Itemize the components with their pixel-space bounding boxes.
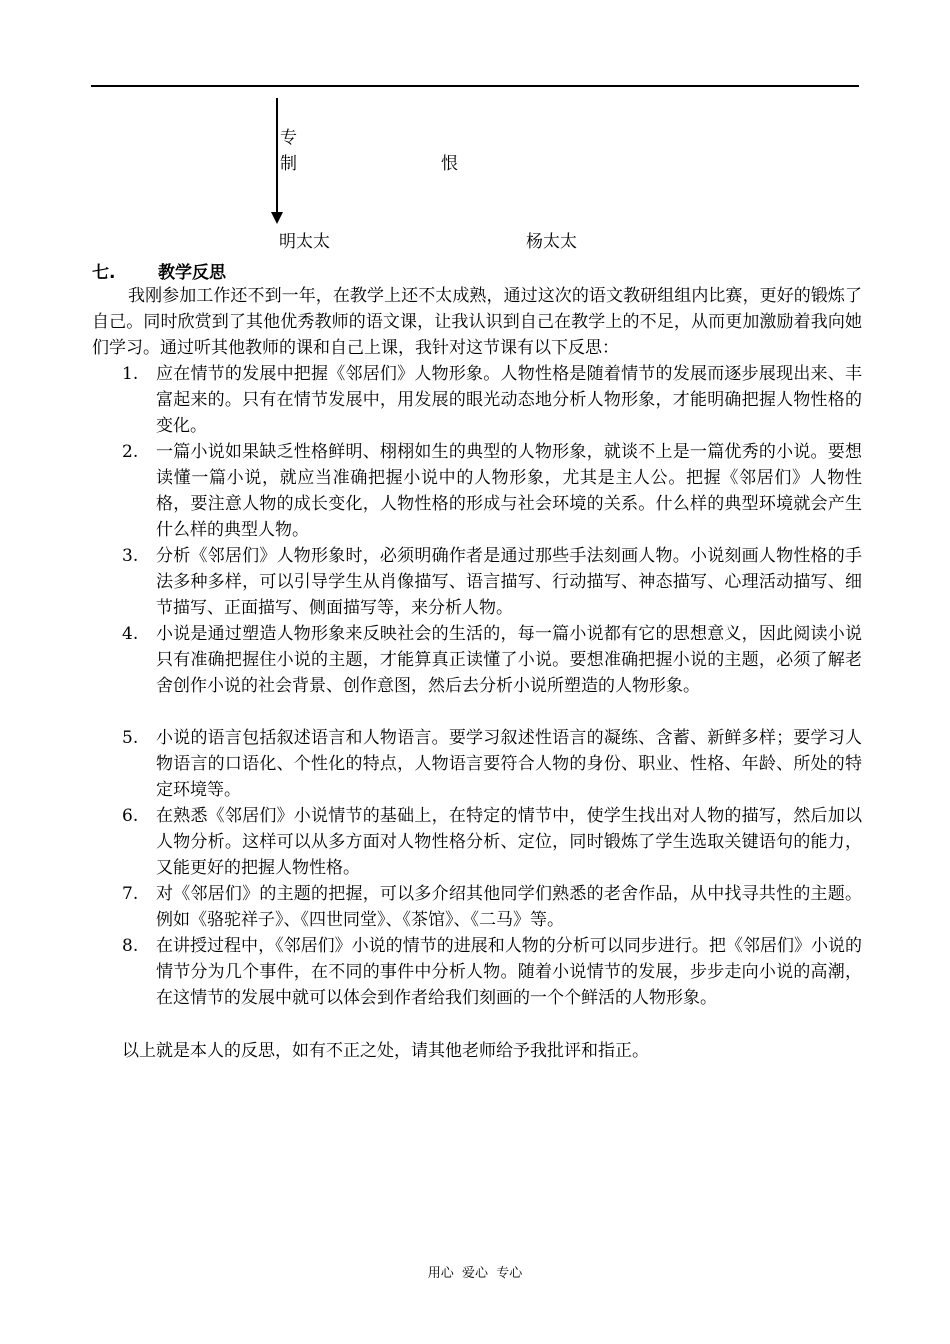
reflection-item — [122, 543, 862, 621]
item-number: 2. — [122, 442, 139, 462]
item-number: 1. — [122, 364, 139, 384]
item-number: 3. — [122, 546, 139, 566]
item-number: 5. — [122, 728, 139, 748]
item-text: 一篇小说如果缺乏性格鲜明、栩栩如生的典型的人物形象，就谈不上是一篇优秀的小说。要想读懂一篇小说，就应当准确把握小说中的人物形象，尤其是主人公。把握《邻居们》人物性格，要注意人物的成长变化，人物性格的形成与社会环境的关系。什么样的典型环境就会产生什么样的典型人物。 — [156, 442, 862, 540]
reflection-item — [122, 621, 862, 699]
item-text: 小说的语言包括叙述语言和人物语言。要学习叙述性语言的凝练、含蓄、新鲜多样；要学习人物语言的口语化、个性化的特点，人物语言要符合人物的身份、职业、性格、年龄、所处的特定环境等。 — [156, 728, 862, 800]
item-text: 在讲授过程中，《邻居们》小说的情节的进展和人物的分析可以同步进行。把《邻居们》小说的情节分为几个事件，在不同的事件中分析人物。随着小说情节的发展，步步走向小说的高潮，在这情节的发展中就可以体会到作者给我们刻画的一个个鲜活的人物形象。 — [156, 936, 862, 1008]
character-yang: 杨太太 — [526, 232, 577, 252]
reflection-item — [122, 881, 862, 933]
item-number: 6. — [122, 806, 139, 826]
intro-paragraph: 我刚参加工作还不到一年，在教学上还不太成熟，通过这次的语文教研组组内比赛，更好的锻炼了自己。同时欣赏到了其他优秀教师的语文课，让我认识到自己在教学上的不足，从而更加激励着我向她们学习。通过听其他教师的课和自己上课，我针对这节课有以下反思： — [92, 286, 862, 358]
item-text: 对《邻居们》的主题的把握，可以多介绍其他同学们熟悉的老舍作品，从中找寻共性的主题。例如《骆驼祥子》、《四世同堂》、《茶馆》、《二马》等。 — [156, 884, 862, 930]
relation-label: 恨 — [441, 154, 458, 174]
character-ming: 明太太 — [279, 232, 330, 252]
item-text: 应在情节的发展中把握《邻居们》人物形象。人物性格是随着情节的发展而逐步展现出来、丰富起来的。只有在情节发展中，用发展的眼光动态地分析人物形象，才能明确把握人物性格的变化。 — [156, 364, 862, 436]
reflection-item — [122, 439, 862, 543]
reflection-item — [122, 803, 862, 881]
item-number: 4. — [122, 624, 139, 644]
item-number: 8. — [122, 936, 139, 956]
section-number: 七. — [92, 263, 116, 283]
item-text: 分析《邻居们》人物形象时，必须明确作者是通过那些手法刻画人物。小说刻画人物性格的手法多种多样，可以引导学生从肖像描写、语言描写、行动描写、神态描写、心理活动描写、细节描写、正面描写、侧面描写等，来分析人物。 — [156, 546, 862, 618]
item-number: 7. — [122, 884, 139, 904]
item-text: 小说是通过塑造人物形象来反映社会的生活的，每一篇小说都有它的思想意义，因此阅读小说只有准确把握住小说的主题，才能算真正读懂了小说。要想准确把握小说的主题，必须了解老舍创作小说的社会背景、创作意图，然后去分析小说所塑造的人物形象。 — [156, 624, 862, 696]
arrow-label-2: 制 — [280, 154, 297, 174]
closing-paragraph: 以上就是本人的反思，如有不正之处，请其他老师给予我批评和指正。 — [122, 1041, 649, 1061]
reflection-item — [122, 933, 862, 1011]
arrow-label-1: 专 — [280, 128, 297, 148]
item-text: 在熟悉《邻居们》小说情节的基础上，在特定的情节中，使学生找出对人物的描写，然后加以人物分析。这样可以从多方面对人物性格分析、定位，同时锻炼了学生选取关键语句的能力，又能更好的把握人物性格。 — [156, 806, 862, 878]
header-rule — [91, 85, 859, 87]
arrow-down-icon — [271, 212, 283, 224]
page-footer: 用心 爱心 专心 — [427, 1266, 523, 1281]
section-heading — [92, 258, 226, 283]
reflection-item — [122, 725, 862, 803]
arrow-line — [276, 98, 278, 216]
section-title: 教学反思 — [158, 263, 226, 283]
reflection-item — [122, 361, 862, 439]
